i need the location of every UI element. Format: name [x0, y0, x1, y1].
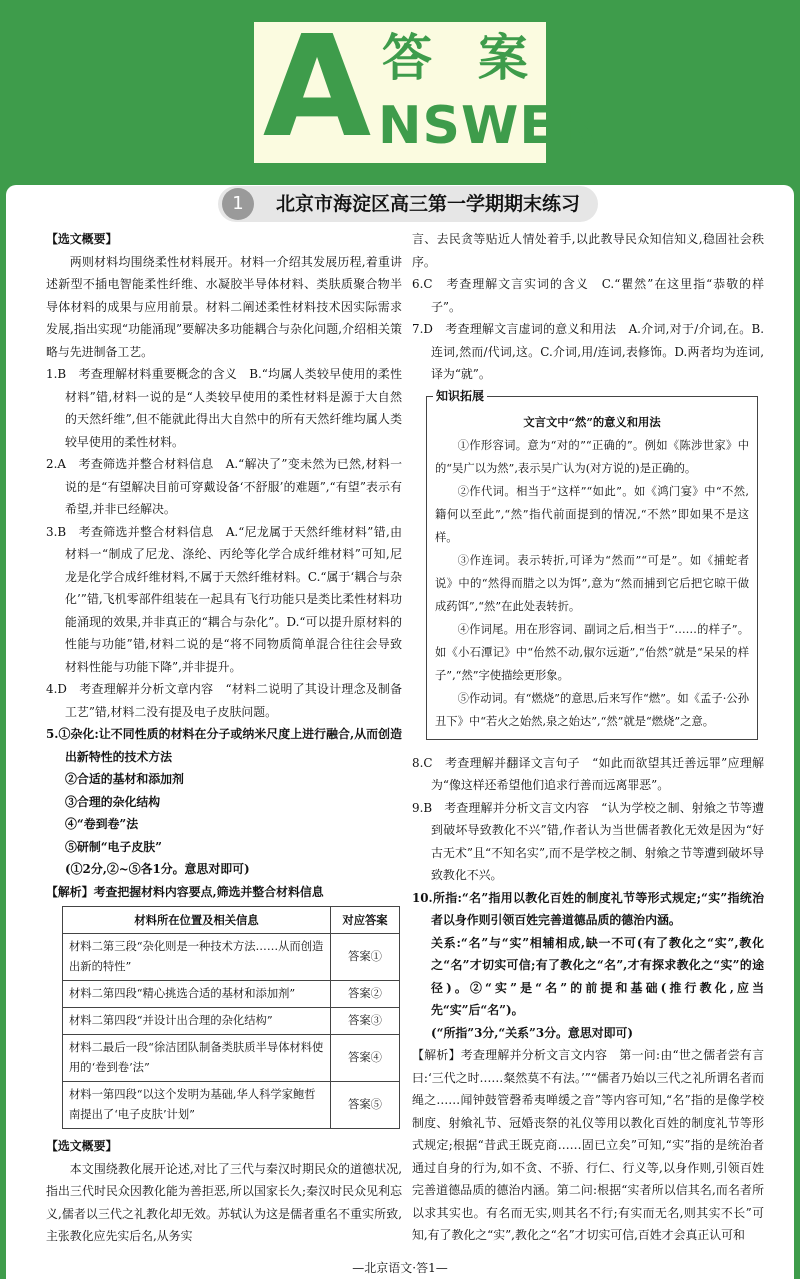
table-header-row: [63, 907, 400, 934]
answer-q7: 7.D 考查理解文言虚词的意义和用法 A.介词,对于/介词,在。B.连词,然而/代词,这。C.介词,用/连词,表修饰。D.两者均为连词,译为“就”。: [412, 322, 764, 381]
answer-q5-point4: ④“卷到卷”法: [65, 817, 139, 831]
answer-q10-relation: 关系:“名”与“实”相辅相成,缺一不可(有了教化之“实”,教化之“名”才切实可信;有了教化之“名”,才有探求教化之“实”的途径)。②“实”是“名”的前提和基础(推行教化,应当先“实”后“名”)。: [431, 935, 764, 1017]
table-cell-answer: 答案①: [331, 934, 400, 981]
section-title: 北京市海淀区高三第一学期期末练习: [276, 193, 581, 215]
table-header-answer: 对应答案: [331, 907, 400, 934]
knowledge-item: ⑤作动词。有“燃烧”的意思,后来写作“燃”。如《孟子·公孙丑下》中“若火之始然,泉之始达”,“然”就是“燃烧”之意。: [435, 691, 749, 728]
answer-q9: 9.B 考查理解并分析文言文内容 “认为学校之制、射飨之节等遭到破坏导致教化不兴”错,作者认为当世儒者教化无效是因为“好古无术”且“不知名实”,而不是学校之制、射飨之节等遭到破坏导致教化不兴。: [412, 800, 764, 882]
answer-chinese-title: 答案: [382, 29, 574, 87]
table-row: [63, 1035, 400, 1082]
knowledge-item: ③作连词。表示转折,可译为“然而”“可是”。如《捕蛇者说》中的“然得而腊之以为饵”,意为“然而捕到它后把它晾干做成药饵”,“然”在此处表转折。: [435, 553, 749, 613]
section-number: 1: [222, 188, 254, 220]
knowledge-title: 文言文中“然”的意义和用法: [523, 414, 661, 429]
answer-q5-analysis: 【解析】考查把握材料内容要点,筛选并整合材料信息: [46, 884, 324, 899]
answer-q1: 1.B 考查理解材料重要概念的含义 B.“均属人类较早使用的柔性材料”错,材料一说的是“人类较早使用的柔性材料是源于大自然的天然纤维”,但不能就此得出大自然中的所有天然纤维均属人类较早使用的柔性材料。: [46, 367, 402, 449]
answer-q3: 3.B 考查筛选并整合材料信息 A.“尼龙属于天然纤维材料”错,由材料一“制成了尼龙、涤纶、丙纶等化学合成纤维材料”可知,尼龙是化学合成纤维材料,不属于天然纤维材料。C.“属于‘耦合与杂化’”错,飞机零部件组装在一起具有飞行功能只是类比柔性材料功能涌现的效果,并非真正的“耦合与杂化”。D.“可以提升原材料的性能与功能”错,材料二说的是“将不同物质简单混合往往会导致材料性能与功能下降”,并非提升。: [46, 524, 402, 674]
summary-text: 两则材料均围绕柔性材料展开。材料一介绍其发展历程,着重讲述新型不插电智能柔性纤维、水凝胶半导体材料、类肤质聚合物半导体材料的成果与应用前景。材料二阐述柔性材料技术因实际需求发展,指出实现“功能涌现”要解决多功能耦合与杂化问题,介绍相关策略与先进制备工艺。: [46, 254, 402, 359]
answer-q5-point2: ②合适的基材和添加剂: [65, 772, 184, 786]
table-header-info: 材料所在位置及相关信息: [63, 907, 331, 934]
answer-q8: 8.C 考查理解并翻译文言句子 “如此而欲望其迁善远罪”应理解为“像这样还希望他们追求行善而远离罪恶”。: [412, 755, 764, 792]
answer-big-letter: A: [262, 6, 372, 169]
table-cell-info: 材料二第四段“并设计出合理的杂化结构”: [63, 1008, 331, 1035]
table-cell-info: 材料二最后一段“徐洁团队制备类肤质半导体材料使用的‘卷到卷’法”: [63, 1035, 331, 1082]
table-cell-answer: 答案⑤: [331, 1082, 400, 1129]
answer-q6: 6.C 考查理解文言实词的含义 C.“瞿然”在这里指“恭敬的样子”。: [412, 277, 764, 314]
knowledge-item: ②作代词。相当于“这样”“如此”。如《鸿门宴》中“不然,籍何以至此”,“然”指代前面提到的情况,“不然”即如果不是这样。: [435, 484, 749, 544]
knowledge-tag: 知识拓展: [433, 386, 487, 406]
table-row: [63, 1082, 400, 1129]
answer-q5-point3: ③合理的杂化结构: [65, 794, 161, 809]
answer-english-title: NSWER: [378, 96, 597, 156]
page-footer: —北京语文·答1—: [352, 1261, 448, 1275]
knowledge-item: ①作形容词。意为“对的”“正确的”。例如《陈涉世家》中的“吴广以为然”,表示吴广认为(对方说的)是正确的。: [435, 438, 749, 475]
info-table: [62, 906, 400, 1129]
answer-q4: 4.D 考查理解并分析文章内容 “材料二说明了其设计理念及制备工艺”错,材料二没有提及电子皮肤问题。: [46, 682, 402, 719]
answer-q5-point1: 5.①杂化:让不同性质的材料在分子或纳米尺度上进行融合,从而创造出新特性的技术方法: [46, 727, 402, 764]
table-cell-info: 材料二第四段“精心挑选合适的基材和添加剂”: [63, 981, 331, 1008]
answer-header: [0, 0, 800, 185]
knowledge-item: ④作词尾。用在形容词、副词之后,相当于“……的样子”。如《小石潭记》中“佁然不动,俶尔远逝”,“佁然”就是“呆呆的样子”,“然”字使描绘更形象。: [435, 622, 749, 682]
table-cell-info: 材料一第四段“以这个发明为基础,华人科学家鲍哲南提出了‘电子皮肤’计划”: [63, 1082, 331, 1129]
left-column: [46, 228, 402, 1248]
table-row: [63, 981, 400, 1008]
table-cell-answer: 答案②: [331, 981, 400, 1008]
answer-q10-analysis: 【解析】考查理解并分析文言文内容 第一问:由“世之儒者尝有言曰:‘三代之时……粲然莫不有法。’”“儒者乃始以三代之礼所谓名者而绳之……闻钟鼓管磬希夷啴缓之音”等内容可知,“名”指的是像学校制度、射飨礼节、冠婚丧祭的礼仪等用以教化百姓的制度礼节等形式规定;根据“昔武王既克商……固已立矣”可知,“实”指的是统治者通过自身的行为,如不贪、不骄、行仁、行义等,以身作则,引领百姓完善道德品质的德治内涵。第二问:根据“实者所以信其名,而名者所以求其实也。有名而无实,则其名不行;有实而无名,则其实不长”可知,有了教化之“实”,教化之“名”才切实可信,百姓才会真正认可和: [412, 1048, 764, 1242]
summary2-continued: 言、去民贪等贴近人情处着手,以此教导民众知信知义,稳固社会秩序。: [412, 232, 764, 269]
answer-q10-meaning: 10.所指:“名”指用以教化百姓的制度礼节等形式规定;“实”指统治者以身作则引领百姓完善道德品质的德治内涵。: [412, 890, 764, 927]
right-column: [412, 228, 764, 1247]
table-cell-info: 材料二第三段“杂化则是一种技术方法……从而创造出新的特性”: [63, 934, 331, 981]
table-cell-answer: 答案③: [331, 1008, 400, 1035]
table-row: [63, 934, 400, 981]
summary2-heading: 【选文概要】: [46, 1139, 118, 1153]
summary-heading: 【选文概要】: [46, 232, 118, 246]
summary2-text: 本文围绕教化展开论述,对比了三代与秦汉时期民众的道德状况,指出三代时民众因教化能为善拒恶,所以国家长久;秦汉时民众见利忘义,儒者以三代之礼教化却无效。苏轼认为这是儒者重名不重实所致,主张教化应先实后名,从务实: [46, 1161, 402, 1243]
answer-q2: 2.A 考查筛选并整合材料信息 A.“解决了”变未然为已然,材料一说的是“有望解决目前可穿戴设备‘不舒服’的难题”,“有望”表示有希望,并非已经解决。: [46, 457, 402, 516]
answer-q10-score: (“所指”3分,“关系”3分。意思对即可): [431, 1025, 634, 1040]
answer-q5-point5: ⑤研制“电子皮肤”: [65, 839, 162, 854]
answer-q5-score: (①2分,②~⑤各1分。意思对即可): [65, 862, 250, 876]
table-cell-answer: 答案④: [331, 1035, 400, 1082]
table-row: [63, 1008, 400, 1035]
knowledge-box: [426, 388, 758, 740]
